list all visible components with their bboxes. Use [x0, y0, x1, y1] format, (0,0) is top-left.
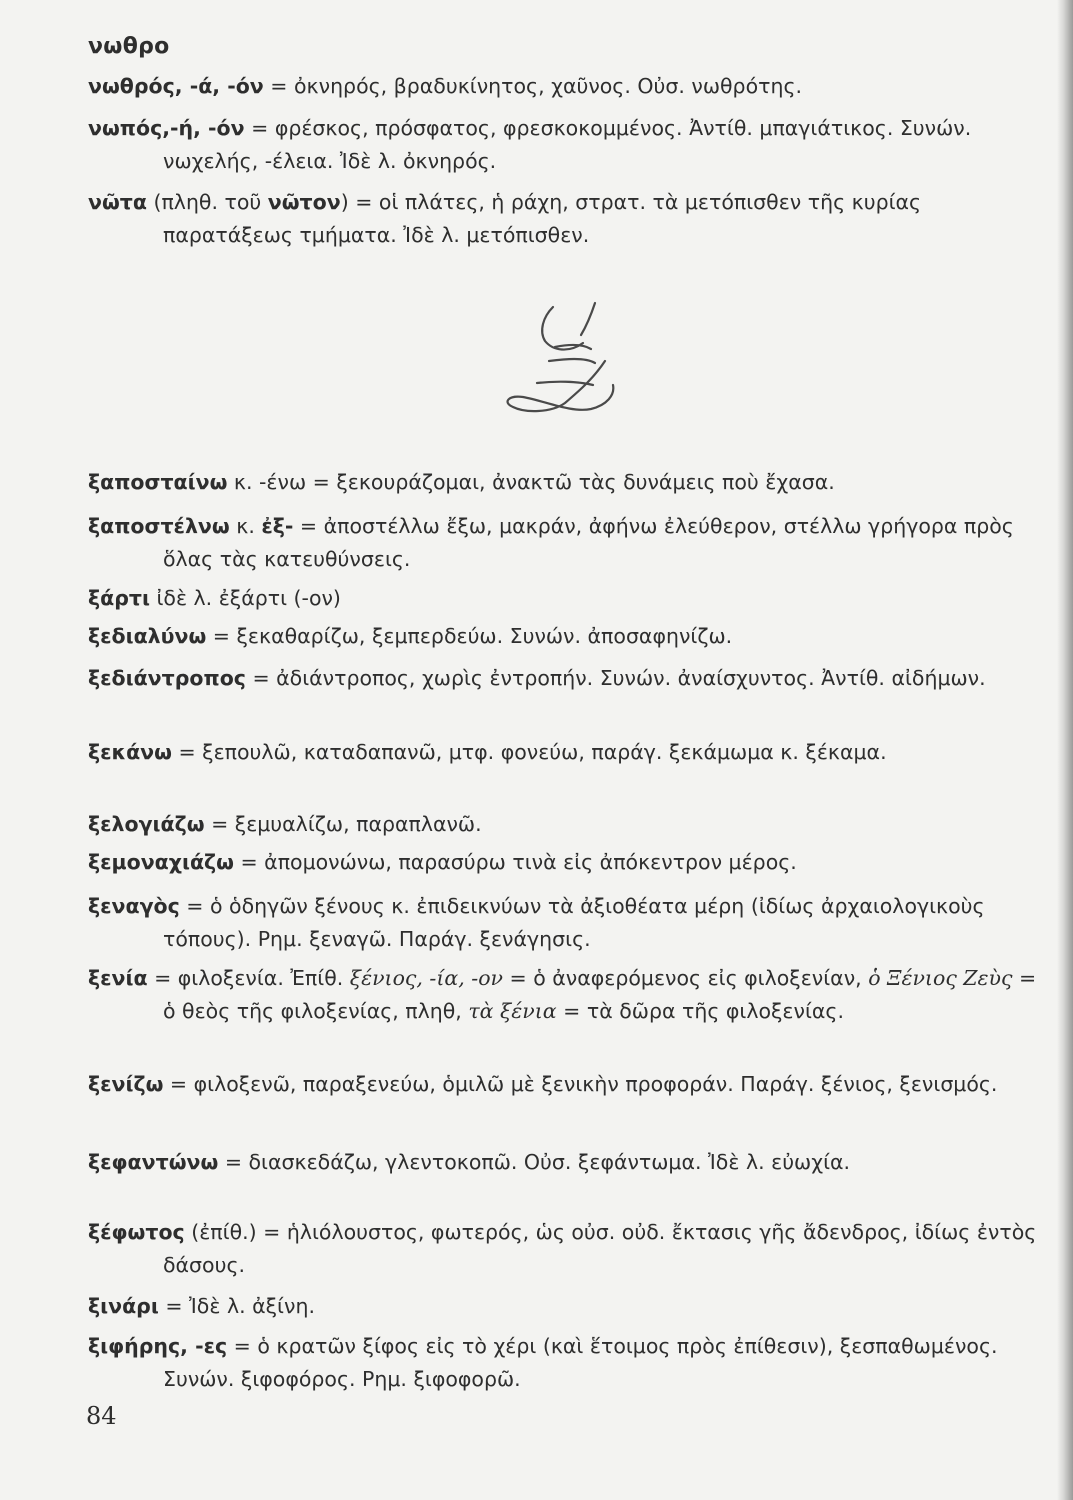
entry-definition: = ξεμυαλίζω, παραπλανῶ.: [204, 812, 482, 836]
entry-definition: = διασκεδάζω, γλεντοκοπῶ. Οὐσ. ξεφάντωμα. Ἰδὲ λ. εὐωχία.: [218, 1150, 851, 1174]
entry-definition: ἰδὲ λ. ἐξάρτι (-ον): [149, 586, 341, 610]
dictionary-entry: [88, 466, 1043, 499]
entry-definition: κ.: [229, 514, 262, 538]
entry-headword: ξεδιαλύνω: [88, 624, 207, 648]
entry-italic-form: ξένιος, -ία, -ον: [349, 966, 504, 990]
dictionary-entry: [88, 1216, 1043, 1282]
dictionary-entry: [88, 808, 1043, 841]
entry-definition: = ὁ ὁδηγῶν ξένους κ. ἐπιδεικνύων τὰ ἀξιοθέατα μέρη (ἰδίως ἀρχαιολογικοὺς τόπους). Ρημ. ξεναγῶ. Παράγ. ξενάγησις.: [163, 894, 985, 951]
entry-headword: ξαποστέλνω: [88, 514, 230, 538]
entry-headword: νῶτα: [88, 190, 147, 214]
entry-headword: ξεμοναχιάζω: [88, 850, 234, 874]
entry-headword: ξινάρι: [88, 1294, 159, 1318]
dictionary-entry: [88, 1290, 1043, 1323]
entry-headword: ξενία: [88, 966, 148, 990]
entry-italic-form: ὁ Ξένιος Ζεὺς: [868, 966, 1013, 990]
entry-definition: = ὁ θεὸς τῆς φιλοξενίας, πληθ,: [163, 966, 1037, 1023]
entry-headword: ξελογιάζω: [88, 812, 205, 836]
ornamental-xi-letter: [495, 295, 635, 435]
entry-headword: ξαποσταίνω: [88, 470, 228, 494]
entry-definition: ) = οἱ πλάτες, ἡ ράχη, στρατ. τὰ μετόπισθεν τῆς κυρίας παρατάξεως τμήματα. Ἰδὲ λ. μετόπισθεν.: [163, 190, 922, 247]
entry-definition: = ξεκαθαρίζω, ξεμπερδεύω. Συνών. ἀποσαφηνίζω.: [206, 624, 733, 648]
dictionary-entry: [88, 620, 1043, 653]
entry-headword: ξενίζω: [88, 1072, 164, 1096]
entry-headword: νωθρός, -ά, -όν: [88, 74, 264, 98]
dictionary-entry: [88, 186, 1043, 252]
entry-headword: ξάρτι: [88, 586, 150, 610]
entry-definition: = ὀκνηρός, βραδυκίνητος, χαῦνος. Οὐσ. νωθρότης.: [263, 74, 802, 98]
dictionary-entry: [88, 112, 1043, 178]
dictionary-entry: [88, 890, 1043, 956]
entry-italic-form: τὰ ξένια: [468, 999, 557, 1023]
entry-definition: = τὰ δῶρα τῆς φιλοξενίας.: [556, 999, 844, 1023]
dictionary-entry: [88, 70, 1043, 103]
entry-definition: = ἀπομονώνω, παρασύρω τινὰ εἰς ἀπόκεντρον μέρος.: [233, 850, 797, 874]
entry-definition: = ξεπουλῶ, καταδαπανῶ, μτφ. φονεύω, παράγ. ξεκάμωμα κ. ξέκαμα.: [171, 740, 887, 764]
dictionary-entry: [88, 846, 1043, 879]
entry-headword: ξεδιάντροπος: [88, 666, 246, 690]
dictionary-entry: [88, 662, 1043, 695]
entry-definition: = φιλοξενία. Ἐπίθ.: [147, 966, 350, 990]
dictionary-entry: [88, 582, 1043, 615]
dictionary-entry: [88, 1068, 1043, 1101]
entry-definition: (ἐπίθ.) = ἡλιόλουστος, φωτερός, ὡς οὐσ. οὐδ. ἔκτασις γῆς ἄδενδρος, ἰδίως ἐντὸς δάσους.: [163, 1220, 1037, 1277]
entry-headword: ξεκάνω: [88, 740, 172, 764]
entry-definition: = ἀποστέλλω ἔξω, μακράν, ἀφήνω ἐλεύθερον, στέλλω γρήγορα πρὸς ὅλας τὰς κατευθύνσεις.: [163, 514, 1014, 571]
entry-definition: = φιλοξενῶ, παραξενεύω, ὁμιλῶ μὲ ξενικὴν προφοράν. Παράγ. ξένιος, ξενισμός.: [163, 1072, 998, 1096]
page-edge-shadow: [1057, 0, 1073, 1500]
entry-definition: κ. -ένω = ξεκουράζομαι, ἀνακτῶ τὰς δυνάμεις ποὺ ἔχασα.: [227, 470, 835, 494]
dictionary-entry: [88, 510, 1043, 576]
entry-headword-secondary: ἐξ-: [261, 514, 294, 538]
page-number: 84: [86, 1402, 117, 1430]
entry-headword: νωπός,-ή, -όν: [88, 116, 245, 140]
entry-headword: ξεναγὸς: [88, 894, 180, 918]
entry-headword-secondary: νῶτον: [267, 190, 341, 214]
entry-headword: ξέφωτος: [88, 1220, 185, 1244]
dictionary-entry: [88, 1146, 1043, 1179]
entry-definition: = φρέσκος, πρόσφατος, φρεσκοκομμένος. Ἀντίθ. μπαγιάτικος. Συνών. νωχελής, -έλεια. Ἰδὲ λ. ὀκνηρός.: [163, 116, 972, 173]
entry-definition: = ὁ ἀναφερόμενος εἰς φιλοξενίαν,: [503, 966, 869, 990]
entry-definition: = ἀδιάντροπος, χωρὶς ἐντροπήν. Συνών. ἀναίσχυντος. Ἀντίθ. αἰδήμων.: [245, 666, 986, 690]
entry-definition: = Ἰδὲ λ. ἀξίνη.: [158, 1294, 315, 1318]
dictionary-entry: [88, 1330, 1043, 1396]
entry-definition: (πληθ. τοῦ: [146, 190, 268, 214]
dictionary-entry: [88, 962, 1043, 1028]
entry-headword: ξεφαντώνω: [88, 1150, 219, 1174]
entry-headword: ξιφήρης, -ες: [88, 1334, 228, 1358]
running-head: νωθρο: [88, 34, 170, 59]
dictionary-entry: [88, 736, 1043, 769]
entry-definition: = ὁ κρατῶν ξίφος εἰς τὸ χέρι (καὶ ἕτοιμος πρὸς ἐπίθεσιν), ξεσπαθωμένος. Συνών. ξιφοφόρος. Ρημ. ξιφοφορῶ.: [163, 1334, 998, 1391]
